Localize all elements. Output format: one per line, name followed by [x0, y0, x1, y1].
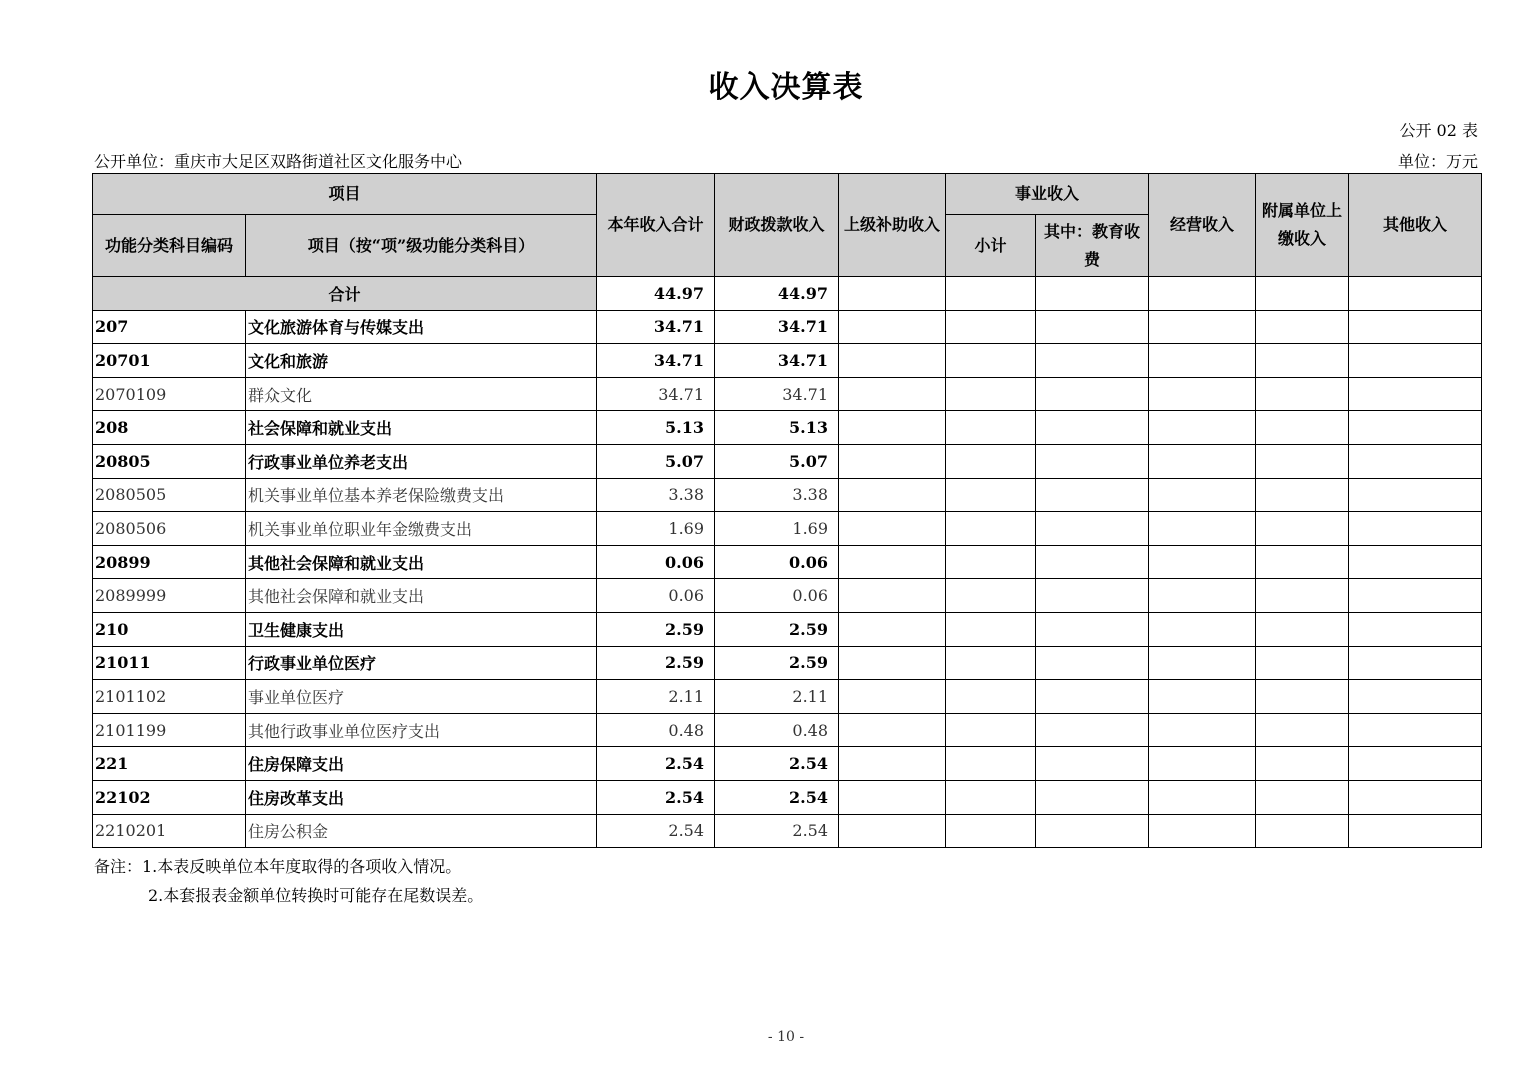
empty-cell	[946, 478, 1036, 512]
empty-cell	[1036, 680, 1149, 714]
total-income-cell: 0.48	[597, 713, 715, 747]
fiscal-cell: 2.54	[715, 814, 839, 848]
empty-cell	[839, 579, 946, 613]
empty-cell	[1036, 646, 1149, 680]
empty-cell	[1036, 512, 1149, 546]
fiscal-cell: 0.06	[715, 579, 839, 613]
header-superior: 上级补助收入	[839, 174, 946, 277]
fiscal-cell: 34.71	[715, 344, 839, 378]
empty-cell	[1349, 780, 1482, 814]
code-cell: 2101199	[93, 713, 246, 747]
empty-cell	[946, 377, 1036, 411]
empty-cell	[1349, 444, 1482, 478]
name-cell: 文化旅游体育与传媒支出	[246, 310, 597, 344]
empty-cell	[839, 377, 946, 411]
empty-cell	[946, 814, 1036, 848]
empty-cell	[1149, 646, 1256, 680]
empty-cell	[1149, 747, 1256, 781]
page-number: - 10 -	[767, 1029, 805, 1045]
total-income-cell: 34.71	[597, 310, 715, 344]
empty-cell	[839, 713, 946, 747]
empty-cell	[1036, 814, 1149, 848]
header-subtotal: 小计	[946, 215, 1036, 277]
notes	[94, 852, 483, 910]
empty-cell	[1349, 713, 1482, 747]
total-income-cell: 2.11	[597, 680, 715, 714]
fiscal-cell: 5.13	[715, 411, 839, 445]
header-item-name: 项目（按“项”级功能分类科目）	[246, 215, 597, 277]
header-code: 功能分类科目编码	[93, 215, 246, 277]
empty-cell	[946, 612, 1036, 646]
empty-cell	[1349, 310, 1482, 344]
total-income-cell: 2.54	[597, 747, 715, 781]
name-cell: 机关事业单位基本养老保险缴费支出	[246, 478, 597, 512]
code-cell: 2080505	[93, 478, 246, 512]
total-income-cell: 5.07	[597, 444, 715, 478]
empty-cell	[1149, 680, 1256, 714]
total-income-cell: 0.06	[597, 579, 715, 613]
name-cell: 卫生健康支出	[246, 612, 597, 646]
empty-cell	[1149, 814, 1256, 848]
table-row	[93, 814, 1482, 848]
empty-cell	[946, 680, 1036, 714]
code-cell: 20805	[93, 444, 246, 478]
empty-cell	[1149, 612, 1256, 646]
page-title: 收入决算表	[708, 70, 864, 105]
empty-cell	[1256, 780, 1349, 814]
table-row	[93, 646, 1482, 680]
empty-cell	[946, 411, 1036, 445]
total-income-cell: 2.54	[597, 814, 715, 848]
name-cell: 住房保障支出	[246, 747, 597, 781]
total-income-value: 44.97	[597, 277, 715, 311]
empty-cell	[839, 646, 946, 680]
empty-cell	[1256, 377, 1349, 411]
empty-cell	[1256, 411, 1349, 445]
empty-cell	[946, 344, 1036, 378]
empty-cell	[1349, 344, 1482, 378]
total-income-cell: 1.69	[597, 512, 715, 546]
currency-unit: 单位：万元	[1397, 152, 1478, 171]
empty-cell	[839, 814, 946, 848]
empty-cell	[946, 780, 1036, 814]
fiscal-cell: 2.59	[715, 646, 839, 680]
empty-cell	[1256, 814, 1349, 848]
table-row	[93, 747, 1482, 781]
fiscal-cell: 1.69	[715, 512, 839, 546]
empty-cell	[1036, 411, 1149, 445]
empty-cell	[946, 310, 1036, 344]
empty-cell	[1149, 512, 1256, 546]
empty-cell	[1256, 579, 1349, 613]
empty-cell	[1349, 545, 1482, 579]
total-income-cell: 0.06	[597, 545, 715, 579]
name-cell: 群众文化	[246, 377, 597, 411]
empty-cell	[1036, 310, 1149, 344]
empty-cell	[1256, 478, 1349, 512]
empty-cell	[839, 310, 946, 344]
empty-cell	[839, 680, 946, 714]
empty-cell	[1149, 377, 1256, 411]
table-row	[93, 478, 1482, 512]
empty-cell	[1256, 344, 1349, 378]
table-row	[93, 344, 1482, 378]
fiscal-cell: 2.54	[715, 747, 839, 781]
empty-cell	[1036, 780, 1149, 814]
total-income-cell: 2.59	[597, 612, 715, 646]
reporting-unit: 公开单位：重庆市大足区双路街道社区文化服务中心	[94, 152, 463, 171]
code-cell: 22102	[93, 780, 246, 814]
empty-cell	[1149, 411, 1256, 445]
name-cell: 其他行政事业单位医疗支出	[246, 713, 597, 747]
total-income-cell: 2.54	[597, 780, 715, 814]
empty-cell	[1036, 545, 1149, 579]
empty-cell	[1349, 747, 1482, 781]
empty-cell	[1349, 579, 1482, 613]
table-row	[93, 713, 1482, 747]
empty-cell	[1036, 713, 1149, 747]
empty-cell	[1256, 310, 1349, 344]
empty-cell	[1349, 814, 1482, 848]
fiscal-cell: 0.48	[715, 713, 839, 747]
name-cell: 社会保障和就业支出	[246, 411, 597, 445]
table-row	[93, 680, 1482, 714]
empty-cell	[1256, 713, 1349, 747]
empty-cell	[1349, 478, 1482, 512]
fiscal-cell: 0.06	[715, 545, 839, 579]
empty-cell	[946, 579, 1036, 613]
total-income-cell: 34.71	[597, 344, 715, 378]
table-row	[93, 780, 1482, 814]
name-cell: 文化和旅游	[246, 344, 597, 378]
code-cell: 2089999	[93, 579, 246, 613]
name-cell: 其他社会保障和就业支出	[246, 579, 597, 613]
empty-cell	[1256, 545, 1349, 579]
table-row	[93, 377, 1482, 411]
note-1: 备注：1.本表反映单位本年度取得的各项收入情况。	[94, 857, 462, 876]
empty-cell	[1349, 646, 1482, 680]
empty-cell	[1256, 612, 1349, 646]
total-row	[93, 277, 1482, 311]
table-row	[93, 512, 1482, 546]
empty-cell	[1256, 646, 1349, 680]
fiscal-cell: 2.54	[715, 780, 839, 814]
empty-cell	[1149, 579, 1256, 613]
empty-cell	[1149, 310, 1256, 344]
code-cell: 221	[93, 747, 246, 781]
header-fiscal: 财政拨款收入	[715, 174, 839, 277]
empty-cell	[1349, 612, 1482, 646]
name-cell: 行政事业单位医疗	[246, 646, 597, 680]
empty-cell	[839, 344, 946, 378]
empty-cell	[839, 478, 946, 512]
header-other: 其他收入	[1349, 174, 1482, 277]
header-edu: 其中：教育收费	[1036, 215, 1149, 277]
header-item-group: 项目	[93, 174, 597, 215]
empty-cell	[1036, 344, 1149, 378]
empty-cell	[1036, 747, 1149, 781]
empty-cell	[946, 512, 1036, 546]
table-row	[93, 411, 1482, 445]
empty-cell	[1349, 512, 1482, 546]
fiscal-cell: 3.38	[715, 478, 839, 512]
total-income-cell: 5.13	[597, 411, 715, 445]
name-cell: 其他社会保障和就业支出	[246, 545, 597, 579]
code-cell: 208	[93, 411, 246, 445]
name-cell: 住房改革支出	[246, 780, 597, 814]
empty-cell	[946, 444, 1036, 478]
empty-cell	[1149, 444, 1256, 478]
empty-cell	[839, 545, 946, 579]
empty-cell	[839, 411, 946, 445]
total-income-cell: 3.38	[597, 478, 715, 512]
fiscal-cell: 2.11	[715, 680, 839, 714]
empty-cell	[1149, 713, 1256, 747]
income-table	[92, 173, 1482, 848]
empty-cell	[839, 612, 946, 646]
note-2: 2.本套报表金额单位转换时可能存在尾数误差。	[148, 886, 484, 905]
empty-cell	[1149, 344, 1256, 378]
code-cell: 20899	[93, 545, 246, 579]
code-cell: 207	[93, 310, 246, 344]
table-row	[93, 310, 1482, 344]
fiscal-cell: 34.71	[715, 377, 839, 411]
empty-cell	[1036, 444, 1149, 478]
empty-cell	[1149, 780, 1256, 814]
empty-cell	[1036, 478, 1149, 512]
empty-cell	[839, 780, 946, 814]
form-number: 公开 02 表	[1399, 121, 1478, 140]
empty-cell	[1256, 680, 1349, 714]
code-cell: 2210201	[93, 814, 246, 848]
table-row	[93, 579, 1482, 613]
empty-cell	[839, 747, 946, 781]
total-income-cell: 34.71	[597, 377, 715, 411]
empty-cell	[1349, 411, 1482, 445]
code-cell: 2080506	[93, 512, 246, 546]
empty-cell	[1036, 612, 1149, 646]
empty-cell	[946, 545, 1036, 579]
empty-cell	[1036, 377, 1149, 411]
empty-cell	[839, 512, 946, 546]
code-cell: 2070109	[93, 377, 246, 411]
empty-cell	[1256, 747, 1349, 781]
code-cell: 2101102	[93, 680, 246, 714]
total-label: 合计	[93, 277, 597, 311]
name-cell: 行政事业单位养老支出	[246, 444, 597, 478]
code-cell: 21011	[93, 646, 246, 680]
table-row	[93, 545, 1482, 579]
empty-cell	[946, 747, 1036, 781]
header-operating: 经营收入	[1149, 174, 1256, 277]
code-cell: 20701	[93, 344, 246, 378]
total-income-cell: 2.59	[597, 646, 715, 680]
empty-cell	[1036, 579, 1149, 613]
empty-cell	[946, 713, 1036, 747]
empty-cell	[839, 444, 946, 478]
empty-cell	[1149, 478, 1256, 512]
name-cell: 事业单位医疗	[246, 680, 597, 714]
code-cell: 210	[93, 612, 246, 646]
fiscal-cell: 2.59	[715, 612, 839, 646]
empty-cell	[1149, 545, 1256, 579]
table-row	[93, 612, 1482, 646]
empty-cell	[1349, 680, 1482, 714]
header-affiliated: 附属单位上缴收入	[1256, 174, 1349, 277]
header-business-group: 事业收入	[946, 174, 1149, 215]
table-row	[93, 444, 1482, 478]
empty-cell	[946, 646, 1036, 680]
name-cell: 机关事业单位职业年金缴费支出	[246, 512, 597, 546]
fiscal-cell: 5.07	[715, 444, 839, 478]
empty-cell	[1349, 377, 1482, 411]
header-total-income: 本年收入合计	[597, 174, 715, 277]
empty-cell	[1256, 512, 1349, 546]
fiscal-cell: 34.71	[715, 310, 839, 344]
total-fiscal-value: 44.97	[715, 277, 839, 311]
empty-cell	[1256, 444, 1349, 478]
name-cell: 住房公积金	[246, 814, 597, 848]
